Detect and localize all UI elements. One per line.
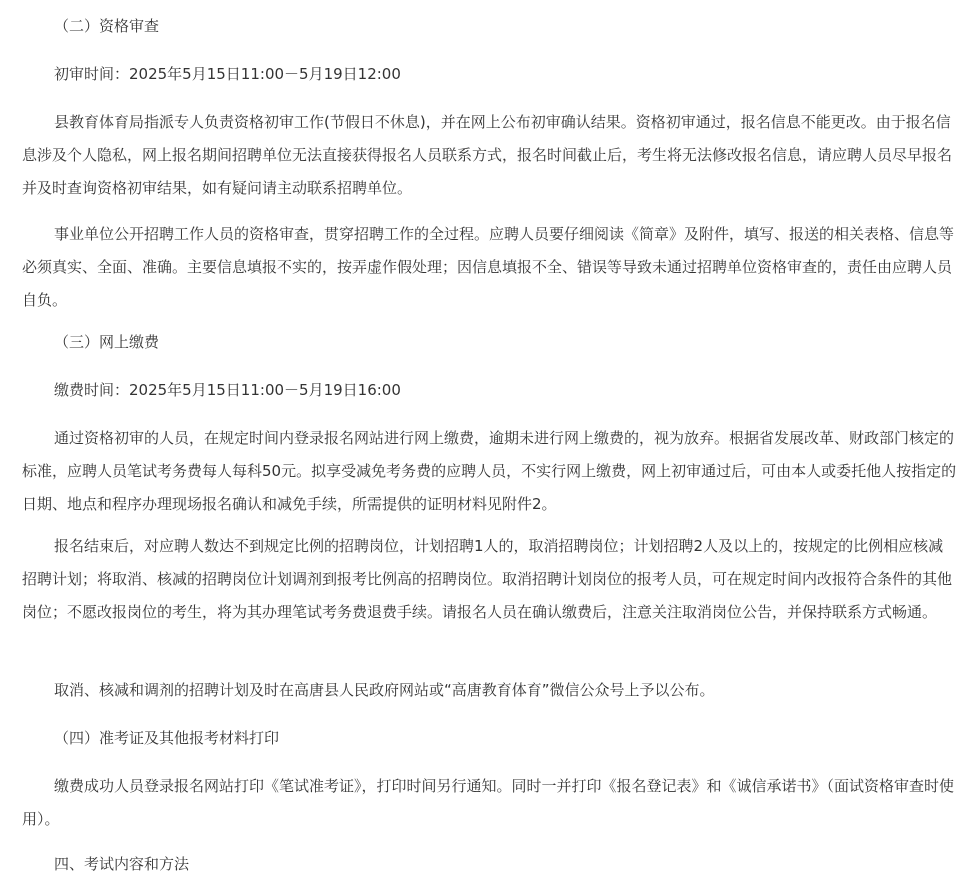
- paragraph-initial-review-duty: 县教育体育局指派专人负责资格初审工作(节假日不休息)，并在网上公布初审确认结果。资格初审通过，报名信息不能更改。由于报名信息涉及个人隐私，网上报名期间招聘单位无法直接获得报名人员联系方式，报名时间截止后，考生将无法修改报名信息，请应聘人员尽早报名并及时查询资格初审结果，如有疑问请主动联系招聘单位。: [22, 113, 953, 197]
- paragraph-post-cancellation: 报名结束后，对应聘人数达不到规定比例的招聘岗位，计划招聘1人的，取消招聘岗位；计划招聘2人及以上的，按规定的比例相应核减招聘计划；将取消、核减的招聘岗位计划调剂到报考比例高的招聘岗位。取消招聘计划岗位的报考人员，可在规定时间内改报符合条件的其他岗位；不愿改报岗位的考生，将为其办理笔试考务费退费手续。请报名人员在确认缴费后，注意关注取消岗位公告，并保持联系方式畅通。: [22, 537, 953, 621]
- paragraph-publication-notice: 取消、核减和调剂的招聘计划及时在高唐县人民政府网站或“高唐教育体育”微信公众号上予以公布。: [54, 681, 715, 699]
- paragraph-payment-rules: 通过资格初审的人员，在规定时间内登录报名网站进行网上缴费，逾期未进行网上缴费的，视为放弃。根据省发展改革、财政部门核定的标准，应聘人员笔试考务费每人每科50元。拟享受减免考务费的应聘人员，不实行网上缴费，网上初审通过后，可由本人或委托他人按指定的日期、地点和程序办理现场报名确认和减免手续，所需提供的证明材料见附件2。: [22, 429, 957, 513]
- payment-time: 缴费时间：2025年5月15日11:00－5月19日16:00: [54, 381, 401, 399]
- subheading-qualification-review: （二）资格审查: [54, 17, 160, 35]
- subheading-online-payment: （三）网上缴费: [54, 333, 160, 351]
- section-heading-exam-content: 四、考试内容和方法: [54, 855, 190, 873]
- subheading-admission-ticket: （四）准考证及其他报考材料打印: [54, 729, 280, 747]
- paragraph-print-materials: 缴费成功人员登录报名网站打印《笔试准考证》，打印时间另行通知。同时一并打印《报名登记表》和《诚信承诺书》（面试资格审查时使用）。: [22, 777, 955, 828]
- paragraph-qualification-process: 事业单位公开招聘工作人员的资格审查，贯穿招聘工作的全过程。应聘人员要仔细阅读《简章》及附件，填写、报送的相关表格、信息等必须真实、全面、准确。主要信息填报不实的，按弄虚作假处理；因信息填报不全、错误等导致未通过招聘单位资格审查的，责任由应聘人员自负。: [22, 225, 955, 309]
- initial-review-time: 初审时间：2025年5月15日11:00－5月19日12:00: [54, 65, 401, 83]
